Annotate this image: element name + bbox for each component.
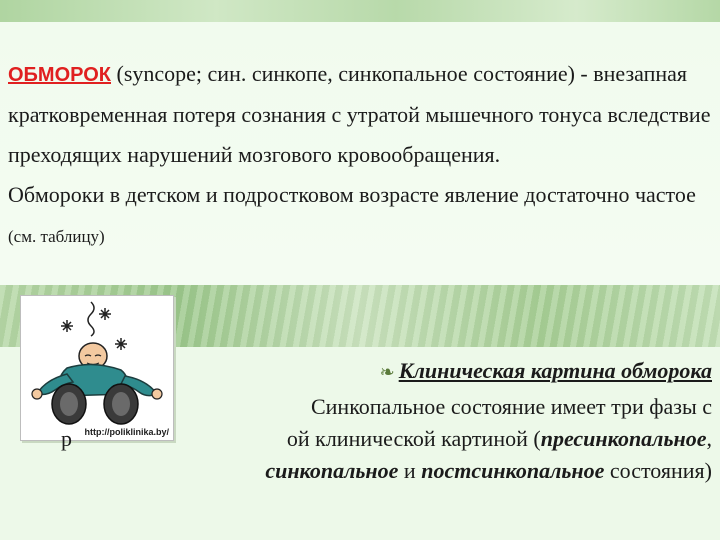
- clinical-heading: [380, 358, 712, 384]
- phase-postsyncope: постсинкопальное: [421, 458, 605, 483]
- clinical-line-2: Синкопальное состояние имеет три фазы с: [310, 394, 712, 419]
- comma: ,: [706, 426, 712, 451]
- phase-presyncope: пресинкопальное: [540, 426, 707, 451]
- definition-paragraph: [8, 54, 714, 257]
- table-reference: (см. таблицу): [8, 227, 105, 246]
- clinical-line-4: [265, 458, 712, 484]
- fainted-person-icon: [21, 296, 173, 440]
- illustration-source-url: http://poliklinika.by/: [84, 427, 169, 437]
- conjunction-and: и: [398, 458, 422, 483]
- clinical-line-4-tail: состояния): [604, 458, 712, 483]
- top-decorative-band: [0, 0, 720, 22]
- clinical-line-3-text: ой клинической картиной (: [286, 426, 541, 451]
- definition-text: (syncope; син. синкопе, синкопальное состояние) - внезапная кратковременная потеря сознания с утратой мышечного тонуса вследствие преходящих нарушений мозгового кровообращения.: [8, 61, 711, 167]
- phase-syncope: синкопальное: [265, 458, 399, 483]
- frequency-text: Обмороки в детском и подростковом возрасте явление достаточно частое: [8, 182, 696, 207]
- clinical-line-3-start: р: [61, 426, 72, 451]
- leaf-bullet-icon: ❧: [379, 362, 395, 382]
- clinical-heading-text: Клиническая картина обморока: [398, 358, 712, 383]
- term-title: ОБМОРОК: [8, 64, 111, 86]
- fainted-person-illustration: [20, 295, 174, 441]
